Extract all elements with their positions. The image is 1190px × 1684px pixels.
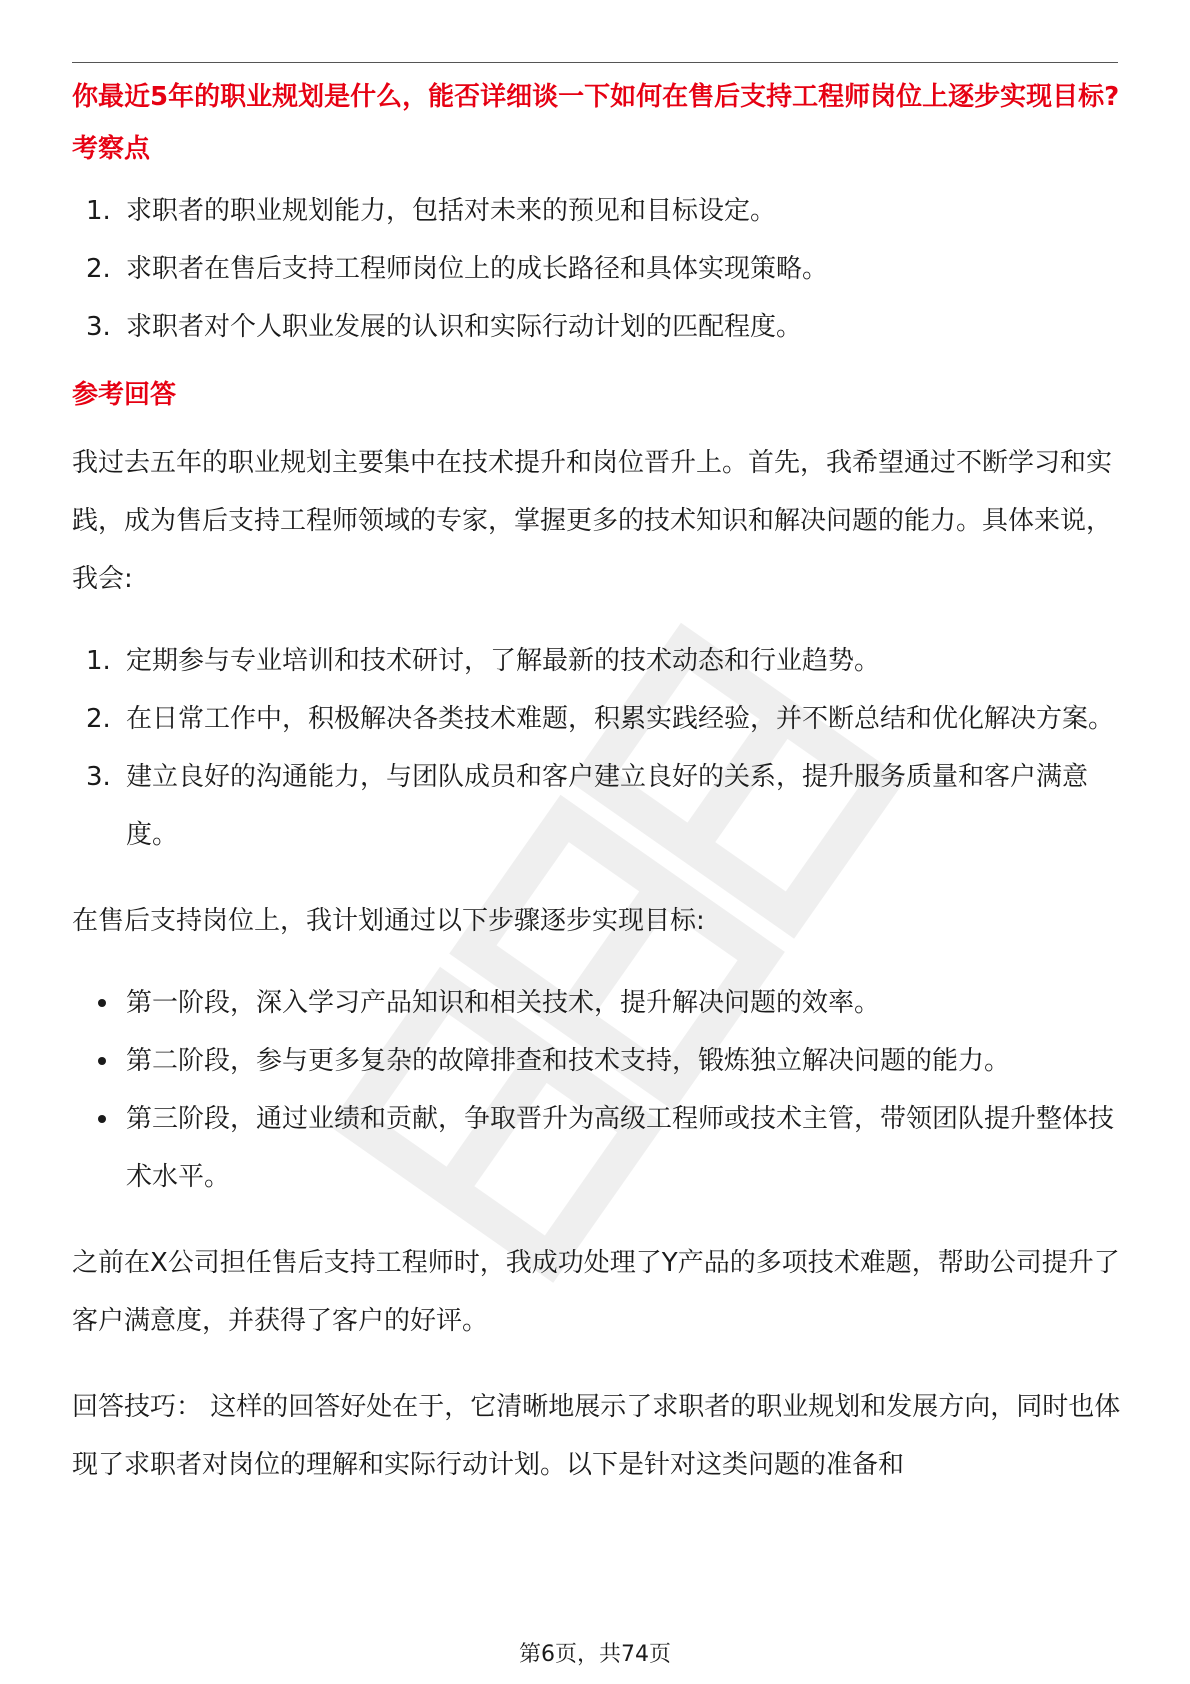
list-text: 在日常工作中，积极解决各类技术难题，积累实践经验，并不断总结和优化解决方案。 [126, 704, 1115, 734]
steps-intro: 在售后支持岗位上，我计划通过以下步骤逐步实现目标: [72, 906, 705, 936]
list-item [72, 632, 1122, 690]
list-text: 第一阶段，深入学习产品知识和相关技术，提升解决问题的效率。 [126, 988, 881, 1018]
list-text: 求职者在售后支持工程师岗位上的成长路径和具体实现策略。 [126, 254, 829, 284]
bullet-icon [98, 1115, 106, 1123]
list-item [72, 974, 1122, 1032]
steps-list [72, 974, 1122, 1206]
focus-heading: 考察点 [72, 134, 151, 164]
list-item [72, 182, 1122, 240]
question-title: 你最近5年的职业规划是什么，能否详细谈一下如何在售后支持工程师岗位上逐步实现目标? [72, 82, 1120, 112]
list-number: 1. [86, 196, 111, 226]
tips-paragraph: 回答技巧： 这样的回答好处在于，它清晰地展示了求职者的职业规划和发展方向，同时也体现了求职者对岗位的理解和实际行动计划。以下是针对这类问题的准备和 [72, 1392, 1121, 1480]
list-text: 第二阶段，参与更多复杂的故障排查和技术支持，锻炼独立解决问题的能力。 [126, 1046, 1011, 1076]
bullet-icon [98, 999, 106, 1007]
list-item [72, 690, 1122, 748]
list-number: 1. [86, 646, 111, 676]
list-item [72, 1032, 1122, 1090]
list-number: 3. [86, 762, 111, 792]
list-text: 第三阶段，通过业绩和贡献，争取晋升为高级工程师或技术主管，带领团队提升整体技术水平。 [126, 1104, 1115, 1192]
list-item [72, 240, 1122, 298]
list-text: 求职者对个人职业发展的认识和实际行动计划的匹配程度。 [126, 312, 803, 342]
list-text: 定期参与专业培训和技术研讨，了解最新的技术动态和行业趋势。 [126, 646, 881, 676]
plan-list [72, 632, 1122, 864]
list-number: 3. [86, 312, 111, 342]
list-item [72, 298, 1122, 356]
answer-heading: 参考回答 [72, 380, 177, 410]
focus-list [72, 182, 1122, 356]
list-number: 2. [86, 704, 111, 734]
experience-paragraph: 之前在X公司担任售后支持工程师时，我成功处理了Y产品的多项技术难题，帮助公司提升了客户满意度，并获得了客户的好评。 [72, 1248, 1120, 1336]
header-rule [72, 62, 1118, 63]
main-content [72, 78, 1122, 1494]
list-number: 2. [86, 254, 111, 284]
list-text: 建立良好的沟通能力，与团队成员和客户建立良好的关系，提升服务质量和客户满意度。 [126, 762, 1089, 850]
bullet-icon [98, 1057, 106, 1065]
list-text: 求职者的职业规划能力，包括对未来的预见和目标设定。 [126, 196, 777, 226]
list-item [72, 748, 1122, 864]
answer-intro: 我过去五年的职业规划主要集中在技术提升和岗位晋升上。首先，我希望通过不断学习和实践，成为售后支持工程师领域的专家，掌握更多的技术知识和解决问题的能力。具体来说，我会: [72, 448, 1113, 594]
list-item [72, 1090, 1122, 1206]
page-number: 第6页，共74页 [519, 1642, 671, 1667]
